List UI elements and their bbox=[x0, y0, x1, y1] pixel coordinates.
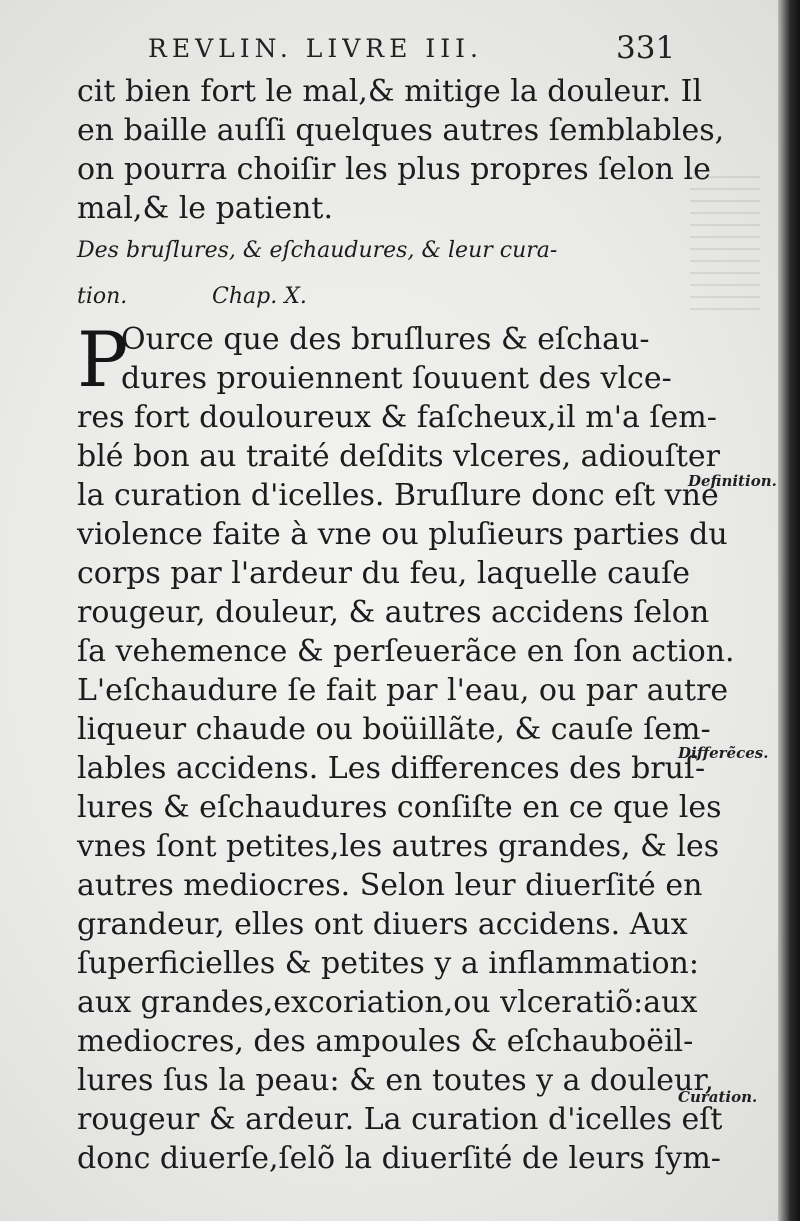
margin-note-differences: Differẽces. bbox=[678, 744, 769, 762]
text-line: ſa vehemence & perſeuerãce en ſon action. bbox=[77, 634, 735, 669]
chapter-title-end-line bbox=[77, 274, 677, 320]
text-line: mal,& le patient. bbox=[77, 191, 333, 226]
text-line: vnes ſont petites,les autres grandes, & les bbox=[77, 829, 720, 864]
text-line: corps par l'ardeur du feu, laquelle cauſe bbox=[77, 556, 690, 591]
dropcap-line-2 bbox=[77, 359, 677, 398]
text-line: res fort douloureux & faſcheux,il m'a ſem- bbox=[77, 400, 717, 435]
text-line: L'eſchaudure ſe fait par l'eau, ou par autre bbox=[77, 673, 729, 708]
text-line: en baille auſſi quelques autres ſemblables, bbox=[77, 113, 725, 148]
chapter-title-end: tion. bbox=[77, 284, 128, 309]
text-line: grandeur, elles ont diuers accidens. Aux bbox=[77, 907, 688, 942]
binding-gutter bbox=[778, 0, 800, 1221]
text-line: ſuperficielles & petites y a inflammation: bbox=[77, 946, 699, 981]
page-number: 331 bbox=[616, 30, 676, 66]
show-through-text bbox=[690, 170, 760, 310]
text-line: Ource que des bruſlures & eſchau- bbox=[121, 322, 650, 357]
margin-note-curation: Curation. bbox=[678, 1088, 758, 1106]
text-line: rougeur, douleur, & autres accidens ſelon bbox=[77, 595, 710, 630]
chapter-label: Chap. X. bbox=[212, 284, 307, 309]
text-line: liqueur chaude ou boüillãte, & cauſe ſem- bbox=[77, 712, 711, 747]
text-line: dures prouiennent ſouuent des vlce- bbox=[121, 361, 672, 396]
text-line: rougeur & ardeur. La curation d'icelles eſt bbox=[77, 1102, 723, 1137]
text-line: lables accidens. Les differences des bruſ- bbox=[77, 751, 706, 786]
drop-cap: P bbox=[77, 315, 129, 404]
text-line: aux grandes,excoriation,ou vlceratiõ:aux bbox=[77, 985, 698, 1020]
margin-note-definition: Definition. bbox=[688, 472, 777, 490]
text-line: on pourra choiſir les plus propres ſelon le bbox=[77, 152, 711, 187]
text-line: cit bien fort le mal,& mitige la douleur. Il bbox=[77, 74, 703, 109]
text-line: donc diuerſe,ſelõ la diuerſité de leurs ſym- bbox=[77, 1141, 721, 1176]
chapter-title: Des bruſlures, & eſchaudures, & leur cura- bbox=[77, 238, 558, 263]
text-line: la curation d'icelles. Bruſlure donc eſt vne bbox=[77, 478, 719, 513]
text-line: blé bon au traité deſdits vlceres, adiouſter bbox=[77, 439, 721, 474]
text-line: lures ſus la peau: & en toutes y a douleur, bbox=[77, 1063, 714, 1098]
running-head: REVLIN. LIVRE III. bbox=[148, 34, 483, 63]
text-line: violence faite à vne ou pluſieurs parties du bbox=[77, 517, 728, 552]
text-line: autres mediocres. Selon leur diuerſité en bbox=[77, 868, 703, 903]
text-line: lures & eſchaudures conſiſte en ce que les bbox=[77, 790, 722, 825]
text-line: mediocres, des ampoules & eſchauboëil- bbox=[77, 1024, 694, 1059]
